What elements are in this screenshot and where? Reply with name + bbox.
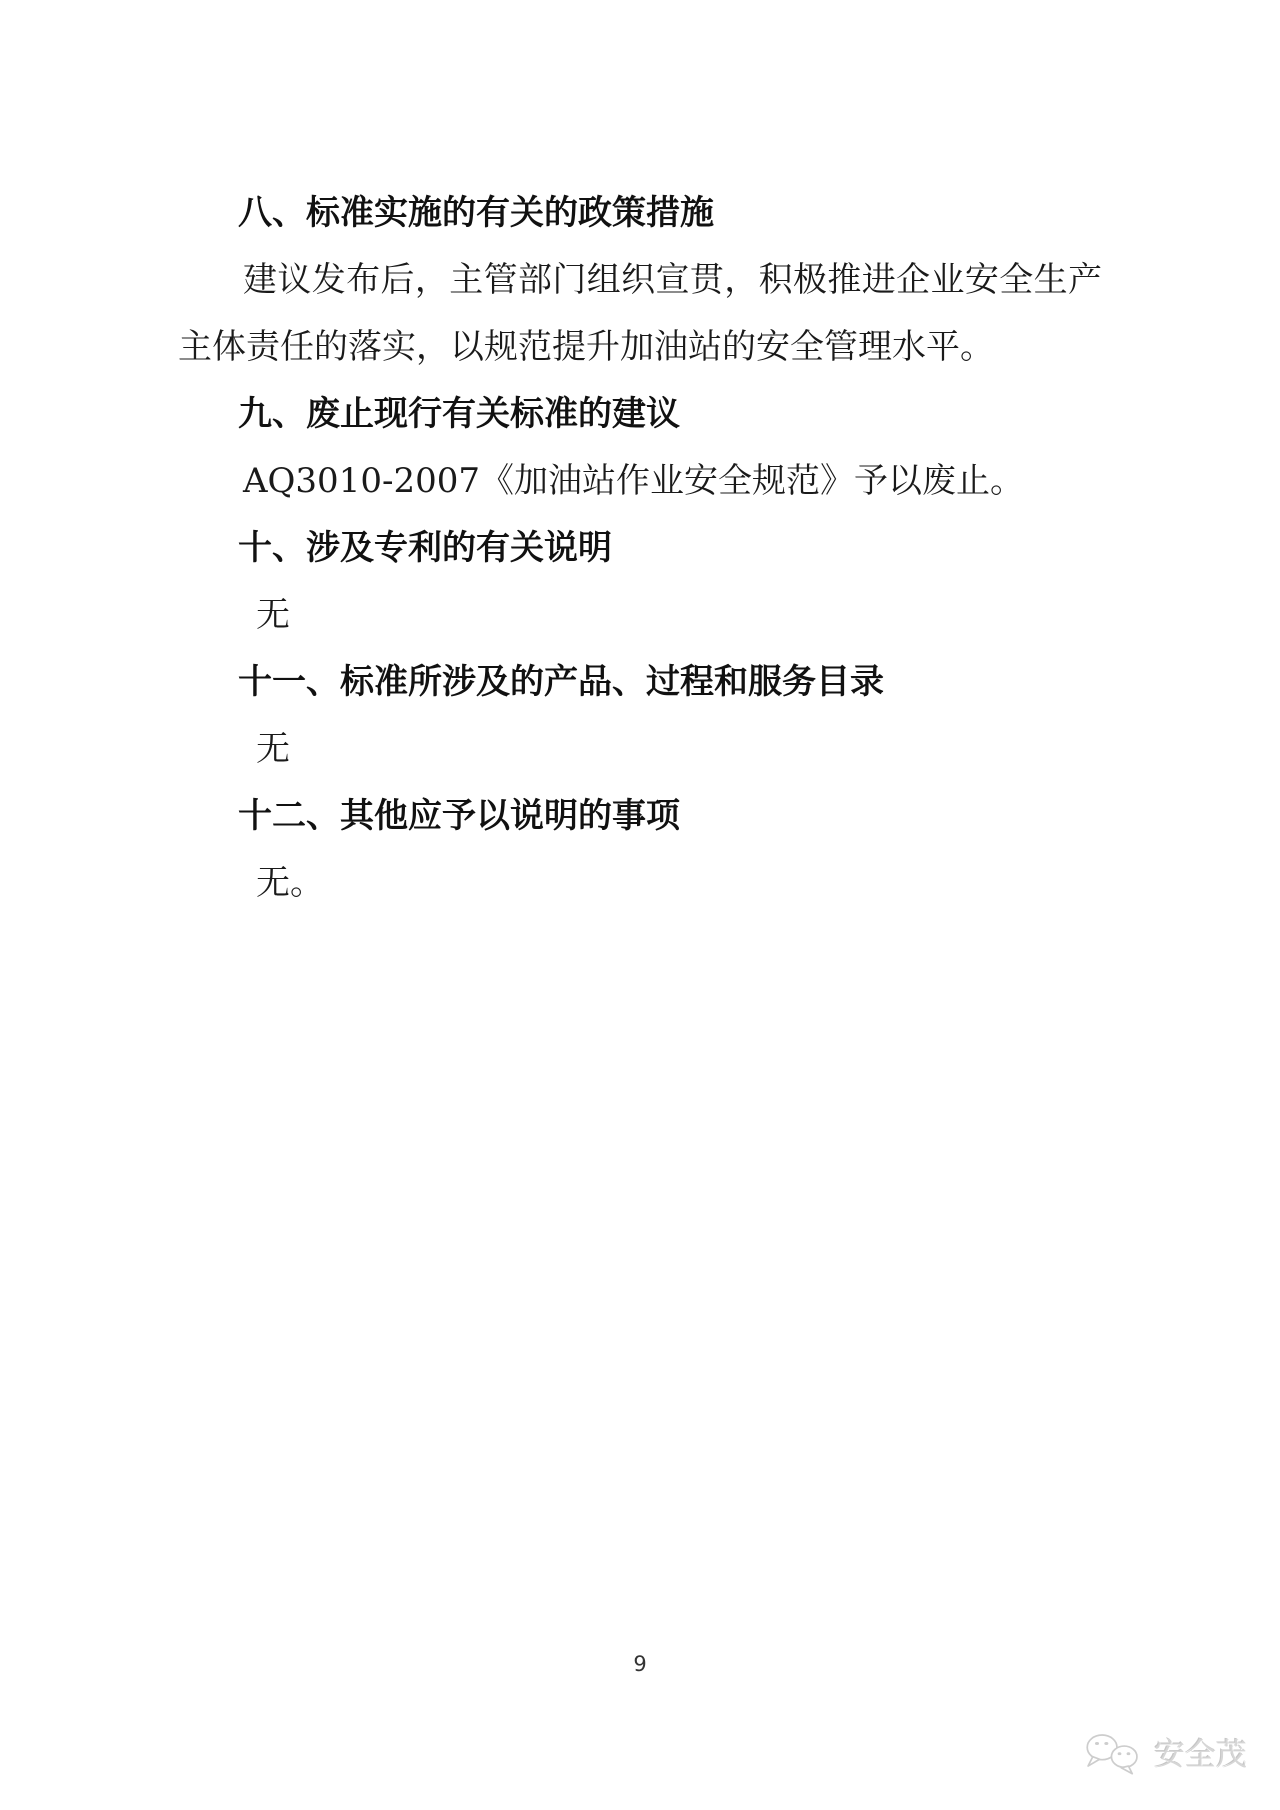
heading-patent-statement: 十、涉及专利的有关说明 — [238, 528, 612, 568]
heading-abolish-standards: 九、废止现行有关标准的建议 — [238, 394, 680, 434]
wechat-chat-bubbles-icon — [1080, 1731, 1148, 1779]
heading-other-matters: 十二、其他应予以说明的事项 — [238, 796, 680, 836]
heading-policy-measures: 八、标准实施的有关的政策措施 — [238, 193, 714, 233]
paragraph-catalog-none: 无 — [256, 729, 290, 769]
brand-name: 安全茂 — [1154, 1737, 1247, 1773]
heading-product-catalog: 十一、标准所涉及的产品、过程和服务目录 — [238, 662, 884, 702]
paragraph-policy-measures: 建议发布后，主管部门组织宣贯，积极推进企业安全生产主体责任的落实，以规范提升加油站的安全管理水平。 — [178, 260, 1102, 367]
brand-watermark — [1080, 1731, 1247, 1779]
paragraph-abolish-standards: AQ3010-2007《加油站作业安全规范》予以废止。 — [243, 461, 1024, 501]
document-body — [178, 180, 1102, 917]
paragraph-other-none: 无。 — [256, 863, 324, 903]
paragraph-patent-none: 无 — [256, 595, 290, 635]
page-number: 9 — [633, 1652, 647, 1676]
